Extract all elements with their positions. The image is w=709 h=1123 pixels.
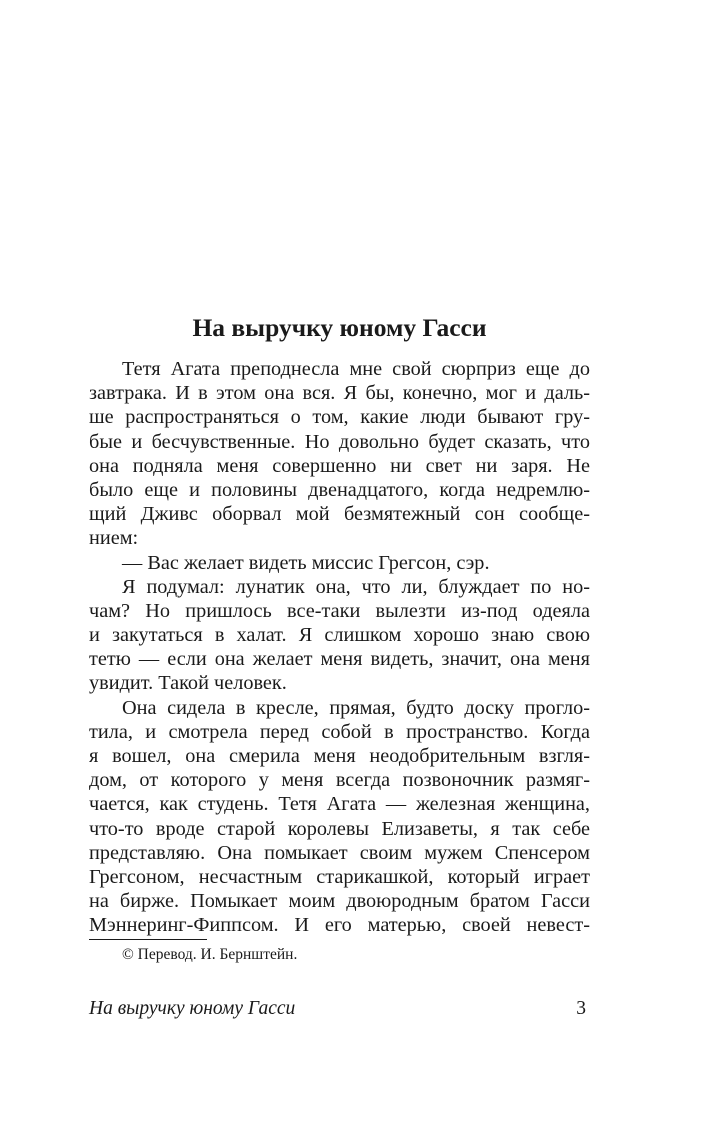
- text-line: Я подумал: лунатик она, что ли, блуждает по но-: [122, 575, 590, 598]
- text-line: увидит. Такой человек.: [89, 672, 287, 695]
- text-line: дом, от которого у меня всегда позвоночник размяг-: [89, 769, 590, 792]
- text-line: на бирже. Помыкает моим двоюродным братом Гасси: [89, 890, 590, 913]
- text-line: Мэннеринг-Фиппсом. И его матерью, своей невест-: [89, 914, 590, 937]
- text-line: Она сидела в кресле, прямая, будто доску прогло-: [122, 696, 590, 719]
- text-line: Грегсоном, несчастным старикашкой, который играет: [89, 865, 590, 888]
- text-line: завтрака. И в этом она вся. Я бы, конечно, мог и даль-: [89, 382, 590, 405]
- text-line: бые и бесчувственные. Но довольно будет сказать, что: [89, 430, 590, 453]
- text-line: нием:: [89, 527, 139, 550]
- text-line: она подняла меня совершенно ни свет ни заря. Не: [89, 454, 590, 477]
- text-line: представляю. Она помыкает своим мужем Спенсером: [89, 841, 590, 864]
- text-line: чается, как студень. Тетя Агата — железная женщина,: [89, 793, 590, 816]
- text-line: я вошел, она смерила меня неодобрительным взгля-: [89, 745, 590, 767]
- footnote-divider: [89, 939, 207, 940]
- text-line: было еще и половины двенадцатого, когда недремлю-: [89, 478, 590, 501]
- text-line: ше распространяться о том, какие люди бывают гру-: [89, 406, 590, 429]
- chapter-body: [89, 357, 590, 938]
- text-line: — Вас желает видеть миссис Грегсон, сэр.: [122, 551, 490, 574]
- text-line: щий Дживс оборвал мой безмятежный сон сообще-: [89, 503, 590, 526]
- footnote: © Перевод. И. Бернштейн.: [122, 946, 298, 963]
- text-line: чам? Но пришлось все-таки вылезти из-под одеяла: [89, 599, 590, 622]
- text-line: Тетя Агата преподнесла мне свой сюрприз еще до: [122, 358, 590, 380]
- page-number: 3: [576, 998, 586, 1019]
- chapter-title: На выручку юному Гасси: [192, 313, 487, 342]
- running-title: На выручку юному Гасси: [89, 998, 296, 1019]
- text-line: что-то вроде старой королевы Елизаветы, я так себе: [89, 817, 590, 840]
- text-line: тетю — если она желает меня видеть, значит, она меня: [89, 648, 590, 671]
- running-footer: [89, 996, 590, 1022]
- text-line: и закутаться в халат. Я слишком хорошо знаю свою: [89, 624, 590, 647]
- text-line: тила, и смотрела перед собой в пространство. Когда: [89, 720, 590, 743]
